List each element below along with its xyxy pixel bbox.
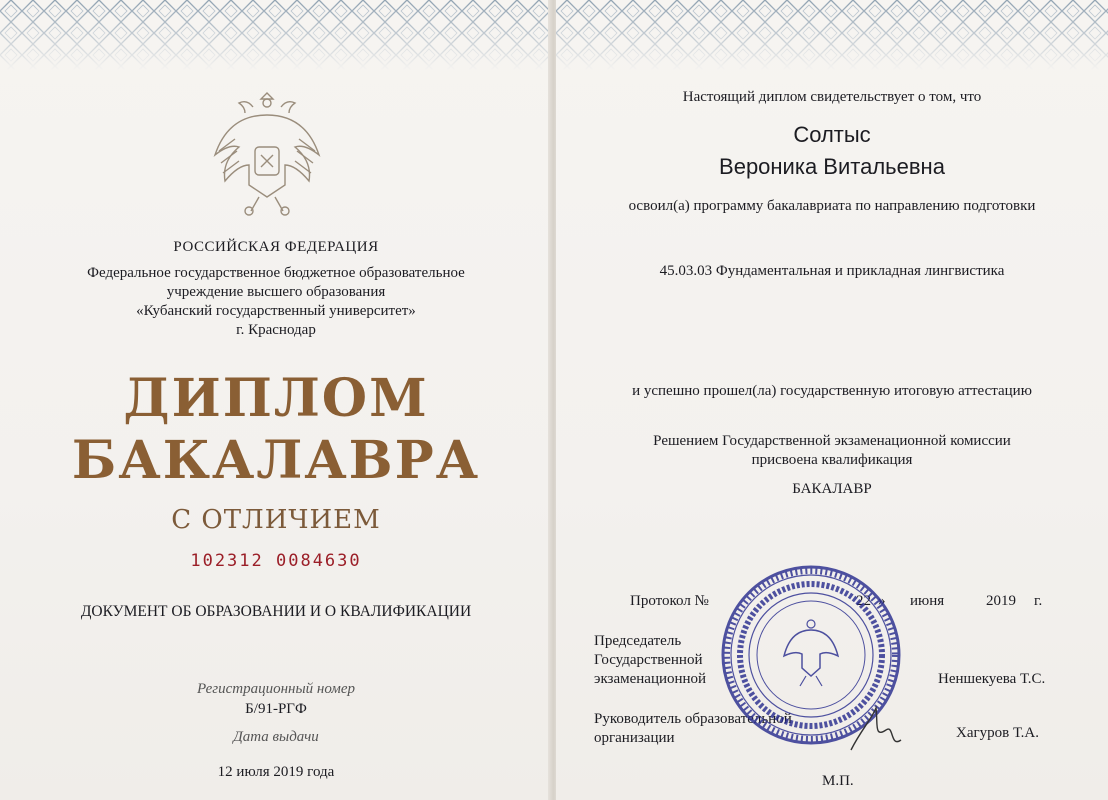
protocol-year: 2019 <box>986 593 1016 609</box>
institution-line: Федеральное государственное бюджетное образовательное <box>87 265 465 281</box>
institution-line: «Кубанский государственный университет» <box>136 303 416 319</box>
graduate-surname: Солтыс <box>793 122 871 147</box>
diploma-left-page <box>0 0 552 800</box>
decorative-guilloche-band <box>556 0 1108 70</box>
chairman-name: Неншекуева Т.С. <box>938 671 1046 687</box>
distinction-label: С ОТЛИЧИЕМ <box>171 505 381 535</box>
institution-name <box>0 264 552 340</box>
commission-decision-line1: Решением Государственной экзаменационной комиссии <box>653 433 1011 449</box>
head-title-line: Руководитель образовательной <box>594 711 792 727</box>
coat-of-arms-emblem <box>205 85 330 220</box>
chairman-title-line: экзаменационной <box>594 671 707 687</box>
chairman-title-line: Председатель <box>594 633 682 649</box>
institution-city: г. Краснодар <box>236 322 316 338</box>
graduate-given-names: Вероника Витальевна <box>719 154 945 179</box>
decorative-guilloche-band <box>0 0 552 70</box>
commission-decision-line2: присвоена квалификация <box>751 452 913 468</box>
registration-label: Регистрационный номер <box>196 681 355 697</box>
issue-date-value: 12 июля 2019 года <box>217 764 335 780</box>
diploma-right-page <box>556 0 1108 800</box>
serial-number: 102312 0084630 <box>190 551 362 571</box>
institution-line: учреждение высшего образования <box>166 284 386 300</box>
seal-place-label: М.П. <box>822 773 854 789</box>
attestation-text: и успешно прошел(ла) государственную итоговую аттестацию <box>632 383 1032 399</box>
country-name: РОССИЙСКАЯ ФЕДЕРАЦИЯ <box>173 239 379 255</box>
protocol-year-suffix: г. <box>1034 593 1043 609</box>
protocol-label: Протокол № <box>630 593 709 609</box>
intro-text: Настоящий диплом свидетельствует о том, что <box>682 89 982 105</box>
chairman-title <box>594 632 706 689</box>
protocol-day: 22 <box>856 593 871 609</box>
protocol-quote: » <box>878 593 886 609</box>
qualification-name: БАКАЛАВР <box>792 481 872 497</box>
signature-mark <box>846 700 906 760</box>
issue-date-label: Дата выдачи <box>233 729 319 745</box>
program-name: 45.03.03 Фундаментальная и прикладная лингвистика <box>659 263 1005 279</box>
mastered-program-text: освоил(а) программу бакалавриата по направлению подготовки <box>628 198 1036 214</box>
head-title-line: организации <box>594 730 675 746</box>
head-name: Хагуров Т.А. <box>956 725 1039 741</box>
diploma-title-line1: ДИПЛОМ <box>123 368 429 429</box>
diploma-title-line2: БАКАЛАВРА <box>71 430 481 491</box>
registration-number: Б/91-РГФ <box>245 701 307 717</box>
protocol-month: июня <box>910 593 945 609</box>
document-type: ДОКУМЕНТ ОБ ОБРАЗОВАНИИ И О КВАЛИФИКАЦИИ <box>80 603 472 620</box>
chairman-title-line: Государственной <box>594 652 703 668</box>
